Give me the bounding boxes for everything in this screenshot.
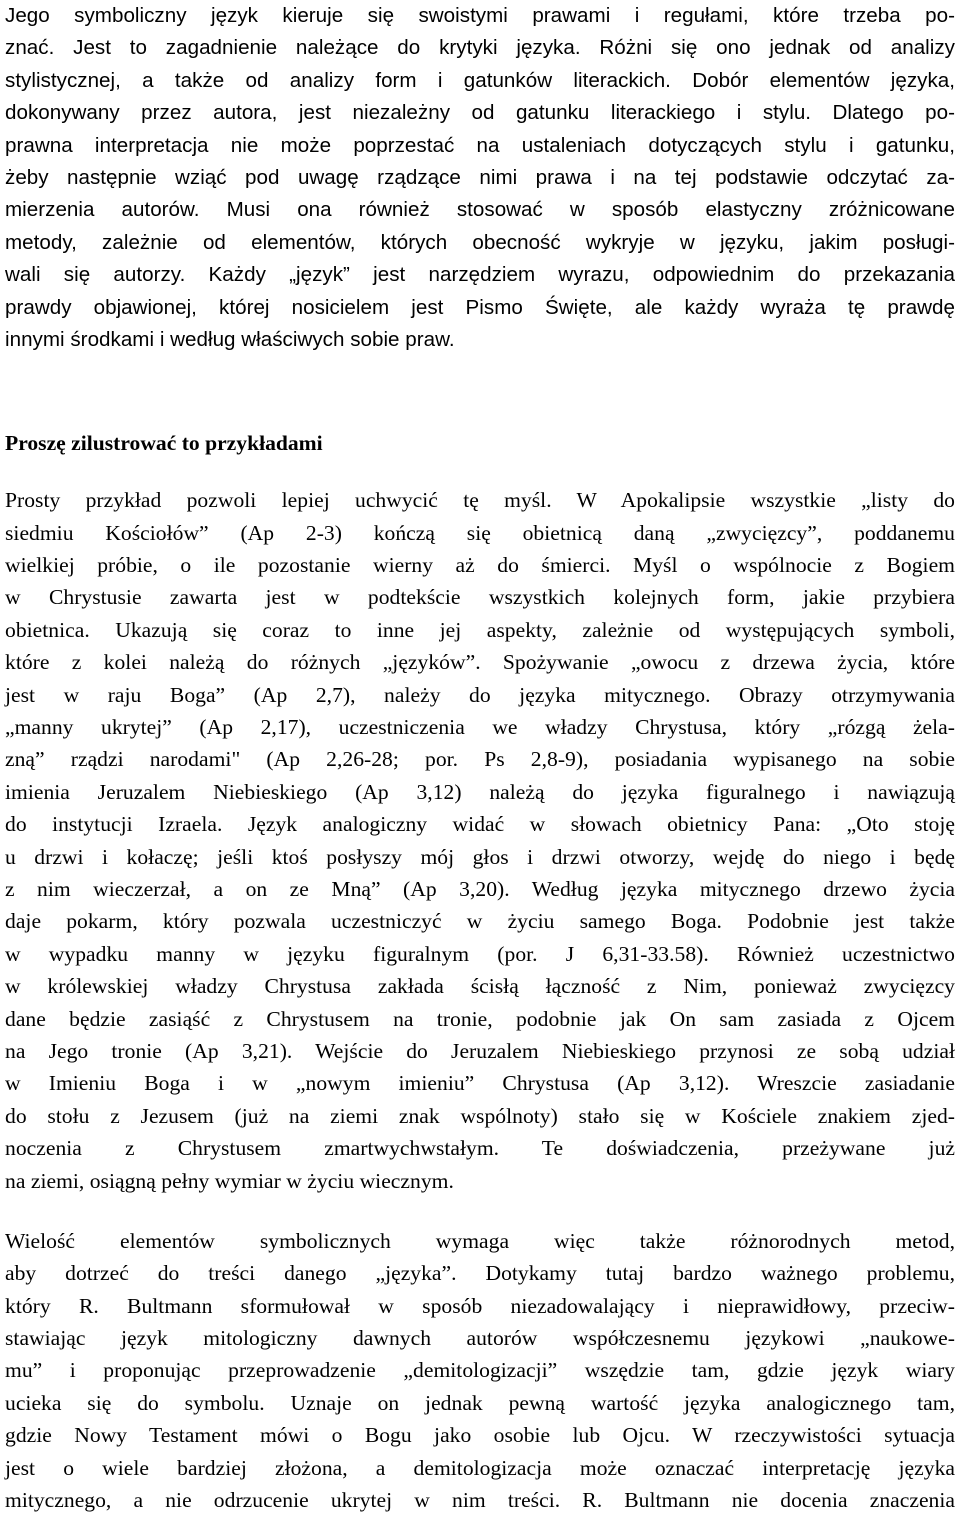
text-line: dane będzie zasiąść z Chrystusem na tronie, podobnie jak On sam zasiada z Ojcem — [5, 1006, 955, 1031]
text-line: na ziemi, osiągną pełny wymiar w życiu wiecznym. — [5, 1168, 454, 1193]
text-line: w Imieniu Boga i w „nowym imieniu” Chrystusa (Ap 3,12). Wreszcie zasiadanie — [5, 1071, 955, 1096]
text-line: Jego symboliczny język kieruje się swoistymi prawami i regułami, które trzeba po- — [5, 4, 955, 27]
text-line: siedmiu Kościołów” (Ap 2-3) kończą się obietnicą daną „zwycięzcy”, poddanemu — [5, 520, 955, 545]
text-line: mitycznego, a nie odrzucenie ukrytej w nim treści. R. Bultmann nie docenia znaczenia — [5, 1488, 955, 1513]
text-line: wielkiej próbie, o ile pozostanie wierny aż do śmierci. Myśl o wspólnocie z Bogiem — [5, 553, 955, 578]
text-line: metody, zależnie od elementów, których obecność wykryje w języku, jakim posługi- — [5, 230, 955, 254]
text-line: Wielość elementów symbolicznych wymaga więc także różnorodnych metod, — [5, 1228, 955, 1253]
text-line: znać. Jest to zagadnienie należące do krytyki języka. Różni się ono jednak od analizy — [5, 36, 955, 60]
text-line: do instytucji Izraela. Język analogiczny widać w słowach obietnicy Pana: „Oto stoję — [5, 812, 955, 837]
text-line: w wypadku manny w języku figuralnym (por. J 6,31-33.58). Również uczestnictwo — [5, 941, 955, 966]
text-line: Prosty przykład pozwoli lepiej uchwycić tę myśl. W Apokalipsie wszystkie „listy do — [5, 488, 955, 513]
text-line: prawdy objawionej, której nosicielem jest Pismo Święte, ale każdy wyraża tę prawdę — [5, 295, 955, 319]
text-line: stawiając język mitologiczny dawnych autorów współczesnemu językowi „naukowe- — [5, 1326, 955, 1351]
text-line: innymi środkami i według właściwych sobie praw. — [5, 327, 455, 351]
text-line: które z kolei należą do różnych „języków”. Spożywanie „owocu z drzewa życia, które — [5, 650, 955, 675]
text-line: prawna interpretacja nie może poprzestać na ustaleniach dotyczących stylu i gatunku, — [5, 133, 955, 157]
text-line: aby dotrzeć do treści danego „języka”. Dotykamy tutaj bardzo ważnego problemu, — [5, 1261, 955, 1286]
text-line: daje pokarm, który pozwala uczestniczyć w życiu samego Boga. Podobnie jest także — [5, 909, 955, 934]
text-line: „manny ukrytej” (Ap 2,17), uczestniczenia we władzy Chrystusa, który „rózgą żela- — [5, 715, 955, 740]
text-line: na Jego tronie (Ap 3,21). Wejście do Jeruzalem Niebieskiego przynosi ze sobą udział — [5, 1038, 955, 1063]
text-line: jest o wiele bardziej złożona, a demitologizacja może oznaczać interpretację języka — [5, 1455, 955, 1480]
text-line: żeby następnie wziąć pod uwagę rządzące nimi prawa i na tej podstawie odczytać za- — [5, 165, 955, 189]
text-line: wali się autorzy. Każdy „język” jest narzędziem wyrazu, odpowiednim do przekazania — [5, 263, 955, 287]
text-line: u drzwi i kołaczę; jeśli ktoś posłyszy mój głos i drzwi otworzy, wejdę do niego i będę — [5, 844, 955, 869]
text-line: zną” rządzi narodami" (Ap 2,26-28; por. Ps 2,8-9), posiadania wypisanego na sobie — [5, 747, 955, 772]
paragraph-1 — [5, 0, 955, 356]
text-line: ucieka się do symbolu. Uznaje on jednak pewną wartość języka analogicznego tam, — [5, 1390, 955, 1415]
text-line: imienia Jeruzalem Niebieskiego (Ap 3,12) należą do języka figuralnego i nawiązują — [5, 779, 955, 804]
text-line: do stołu z Jezusem (już na ziemi znak wspólnoty) stało się w Kościele znakiem zjed- — [5, 1103, 955, 1128]
text-line: gdzie Nowy Testament mówi o Bogu jako osobie lub Ojcu. W rzeczywistości sytuacja — [5, 1423, 955, 1448]
text-line: dokonywany przez autora, jest niezależny od gatunku literackiego i stylu. Dlatego po- — [5, 101, 955, 125]
text-line: z nim wieczerzał, a on ze Mną” (Ap 3,20). Według języka mitycznego drzewo życia — [5, 876, 955, 901]
text-line: który R. Bultmann sformułował w sposób niezadowalający i nieprawidłowy, przeciw- — [5, 1293, 955, 1318]
text-line: jest w raju Boga” (Ap 2,7), należy do języka mitycznego. Obrazy otrzymywania — [5, 682, 955, 707]
text-line: stylistycznej, a także od analizy form i gatunków literackich. Dobór elementów języka, — [5, 68, 955, 92]
text-line: mierzenia autorów. Musi ona również stosować w sposób elastyczny zróżnicowane — [5, 198, 955, 222]
text-line: w królewskiej władzy Chrystusa zakłada ścisłą łączność z Nim, ponieważ zwycięzcy — [5, 974, 955, 999]
text-line: mu” i proponując przeprowadzenie „demitologizacji” wszędzie tam, gdzie język wiary — [5, 1358, 955, 1383]
paragraph-3 — [5, 1225, 955, 1516]
paragraph-2 — [5, 484, 955, 1197]
section-heading: Proszę zilustrować to przykładami — [5, 431, 323, 456]
text-line: obietnica. Ukazują się coraz to inne jej aspekty, zależnie od występujących symboli, — [5, 617, 955, 642]
document-page — [5, 0, 955, 1516]
text-line: noczenia z Chrystusem zmartwychwstałym. Te doświadczenia, przeżywane już — [5, 1136, 955, 1161]
text-line: w Chrystusie zawarta jest w podtekście wszystkich kolejnych form, jakie przybiera — [5, 585, 955, 610]
